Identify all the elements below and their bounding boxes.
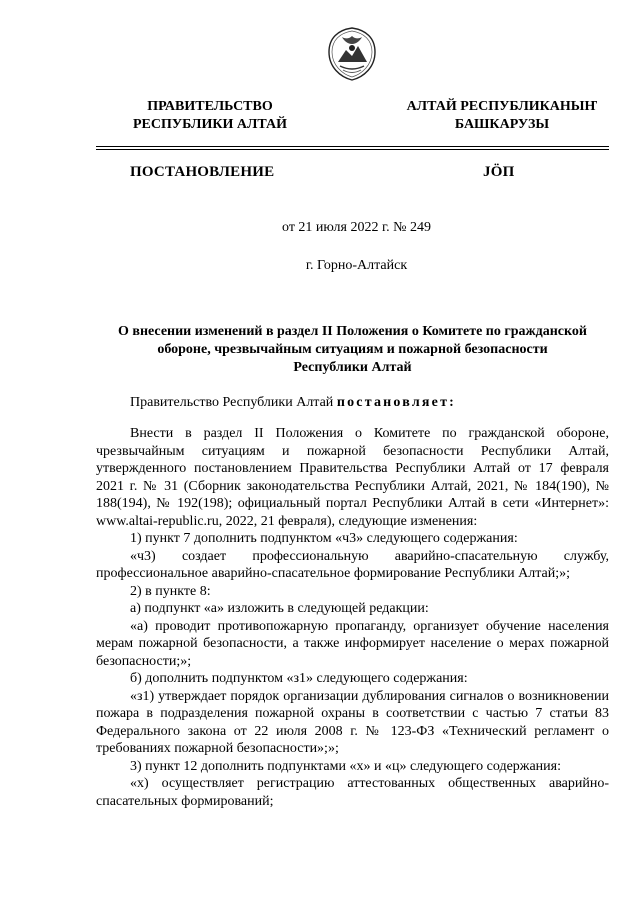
body-paragraph: 2) в пункте 8: — [130, 583, 211, 599]
document-title — [96, 323, 609, 377]
doc-type-altai: JӦП — [483, 164, 515, 180]
government-name-russian — [110, 98, 310, 134]
body-paragraph: 1) пункт 7 дополнить подпунктом «ч3» следующего содержания: — [130, 531, 518, 546]
header-divider-top — [96, 146, 609, 147]
government-name-line2: РЕСПУБЛИКИ АЛТАЙ — [132, 117, 288, 132]
preamble — [130, 394, 456, 412]
header-divider-bottom — [96, 149, 609, 150]
government-name-altai-line1: АЛТАЙ РЕСПУБЛИКАНЫҤ — [406, 99, 598, 114]
body-paragraph: «х) осуществляет регистрацию аттестованных общественных аварийно-спасательных формирований; — [96, 776, 609, 809]
document-title-line2: обороне, чрезвычайным ситуациям и пожарной безопасности — [157, 342, 548, 357]
government-name-line1: ПРАВИТЕЛЬСТВО — [147, 99, 273, 114]
document-city: г. Горно-Алтайск — [305, 258, 408, 273]
body-paragraph: «ч3) создает профессиональную аварийно-спасательную службу, профессиональное аварийно-спасательное формирование Республики Алтай;»; — [96, 548, 609, 581]
coat-of-arms-icon — [326, 26, 378, 82]
body-paragraph-intro: Внести в раздел II Положения о Комитете по гражданской обороне, чрезвычайным ситуациям и пожарной безопасности Республики Алтай, утвержденного постановлением Правительства Республики Алтай от 17 февраля 2021 г. № 31 (Сборник законодательства Республики Алтай, 2021, № 184(190), № 188(194), № 192(198); официальный портал Республики Алтай в сети «Интернет»: www.altai-republic.ru, 2022, 21 февраля), следующие изменения: — [96, 426, 609, 529]
doc-type-russian: ПОСТАНОВЛЕНИЕ — [130, 164, 275, 180]
body-paragraph: б) дополнить подпунктом «з1» следующего содержания: — [130, 671, 468, 686]
document-title-line1: О внесении изменений в раздел II Положения о Комитете по гражданской — [118, 324, 587, 339]
body-paragraph: «а) проводит противопожарную пропаганду, организует обучение населения мерам пожарной безопасности, а также информирует население о мерах пожарной безопасности;»; — [96, 618, 609, 669]
government-name-altai-line2: БАШКАРУЗЫ — [454, 117, 550, 132]
document-date-number: от 21 июля 2022 г. № 249 — [282, 220, 431, 235]
body-paragraph: «з1) утверждает порядок организации дублирования сигналов о возникновении пожара в подразделения пожарной охраны в соответствии с частью 7 статьи 83 Федерального закона от 22 июля 2008 г. № 123-ФЗ «Технический регламент о требованиях пожарной безопасности»;»; — [96, 688, 609, 756]
government-name-altai — [382, 98, 622, 134]
document-title-line3: Республики Алтай — [293, 360, 412, 375]
preamble-text: Правительство Республики Алтай — [130, 395, 334, 410]
body-paragraph: а) подпункт «а» изложить в следующей редакции: — [130, 601, 429, 616]
body-paragraph: 3) пункт 12 дополнить подпунктами «х» и «ц» следующего содержания: — [130, 758, 561, 774]
document-body — [96, 425, 609, 810]
decree-word: постановляет: — [336, 395, 457, 410]
